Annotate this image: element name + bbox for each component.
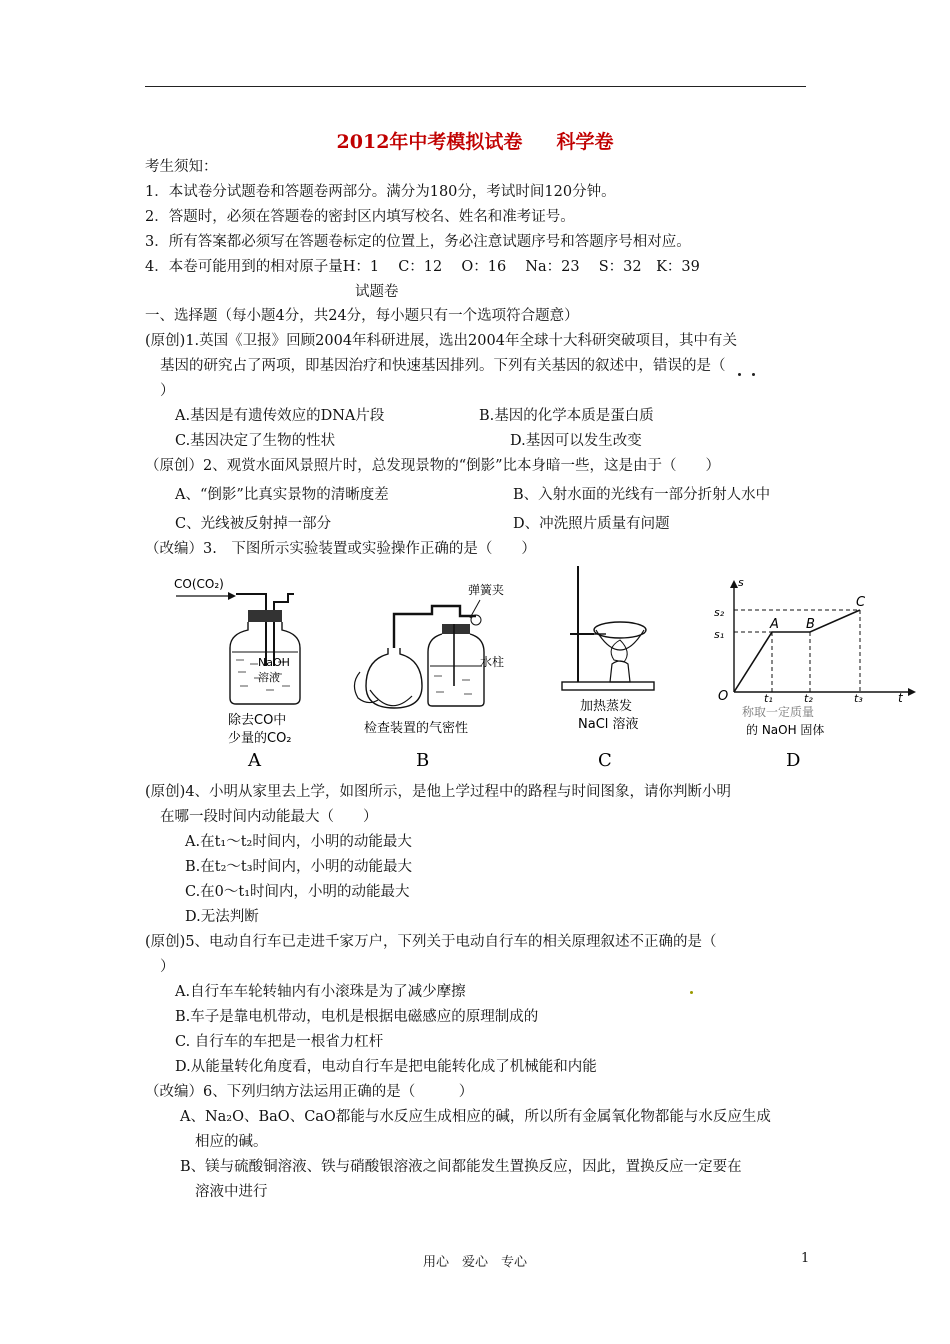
question-4-stem: 在哪一段时间内动能最大（ ） bbox=[160, 809, 378, 825]
option-b: B.车子是靠电机带动，电机是根据电磁感应的原理制成的 bbox=[175, 1009, 539, 1025]
option-a: A、“倒影”比真实景物的清晰度差 bbox=[175, 487, 389, 503]
question-1-stem: ） bbox=[160, 383, 175, 399]
option-a: A.在t₁～t₂时间内，小明的动能最大 bbox=[185, 834, 412, 850]
page-title: 2012年中考模拟试卷 科学卷 bbox=[336, 131, 614, 153]
figure-c-caption: 加热蒸发 bbox=[580, 699, 633, 714]
option-a-continued: 相应的碱。 bbox=[195, 1134, 268, 1150]
solution-label: 溶液 bbox=[258, 671, 280, 684]
question-5-stem: (原创)5、电动自行车已走进千家万户，下列关于电动自行车的相关原理叙述不正确的是（ bbox=[145, 934, 717, 950]
origin-label: O bbox=[718, 689, 729, 704]
option-d: D.无法判断 bbox=[185, 909, 259, 925]
axis-s-label: s bbox=[738, 576, 744, 589]
option-d: D.从能量转化角度看，电动自行车是把电能转化成了机械能和内能 bbox=[175, 1059, 597, 1075]
figure-a-letter: A bbox=[248, 750, 261, 771]
question-1-stem: 基因的研究占了两项，即基因治疗和快速基因排列。下列有关基因的叙述中，错误的是（ bbox=[160, 358, 726, 374]
option-a: A、Na₂O、BaO、CaO都能与水反应生成相应的碱，所以所有金属氧化物都能与水反应生成 bbox=[180, 1109, 771, 1125]
figure-b-letter: B bbox=[416, 750, 430, 771]
notice-item: 2．答题时，必须在答题卷的密封区内填写校名、姓名和准考证号。 bbox=[145, 209, 575, 225]
stray-mark bbox=[690, 991, 693, 994]
spring-clip-label: 弹簧夹 bbox=[468, 583, 505, 597]
emphasis-dot bbox=[738, 373, 741, 376]
header-rule bbox=[145, 86, 806, 87]
question-4-stem: (原创)4、小明从家里去上学，如图所示，是他上学过程中的路程与时间图象，请你判断小明 bbox=[145, 784, 732, 800]
figure-a-gas-washing-bottle bbox=[170, 568, 310, 773]
point-a-label: A bbox=[770, 617, 779, 632]
option-c: C.在0～t₁时间内，小明的动能最大 bbox=[185, 884, 410, 900]
figure-b-caption: 检查装置的气密性 bbox=[364, 721, 469, 736]
option-b: B.在t₂～t₃时间内，小明的动能最大 bbox=[185, 859, 413, 875]
axis-t-label: t bbox=[898, 691, 903, 705]
option-b: B、镁与硫酸铜溶液、铁与硝酸银溶液之间都能发生置换反应，因此，置换反应一定要在 bbox=[180, 1159, 742, 1175]
section-heading: 一、选择题（每小题4分，共24分，每小题只有一个选项符合题意） bbox=[145, 308, 579, 324]
option-d: D、冲洗照片质量有问题 bbox=[513, 516, 670, 532]
figure-c-caption: NaCl 溶液 bbox=[578, 717, 639, 732]
notice-item: 4．本卷可能用到的相对原子量H：1 C：12 O：16 Na：23 S：32 K：39 bbox=[145, 259, 700, 275]
figure-c-letter: C bbox=[598, 750, 612, 771]
figure-d-letter: D bbox=[786, 750, 801, 771]
gas-label: CO(CO₂) bbox=[174, 577, 224, 591]
emphasis-dot bbox=[752, 373, 755, 376]
t3-label: t₃ bbox=[854, 692, 863, 705]
s2-label: s₂ bbox=[714, 606, 725, 619]
option-b: B、入射水面的光线有一部分折射人水中 bbox=[513, 487, 771, 503]
figure-d-caption: 称取一定质量 bbox=[742, 705, 815, 719]
figure-a-caption: 少量的CO₂ bbox=[228, 731, 292, 746]
figure-a-caption: 除去CO中 bbox=[228, 713, 287, 728]
t2-label: t₂ bbox=[804, 692, 813, 705]
option-b: B.基因的化学本质是蛋白质 bbox=[479, 408, 654, 424]
point-c-label: C bbox=[856, 595, 866, 610]
figure-d-distance-time-graph bbox=[712, 568, 917, 773]
option-d: D.基因可以发生改变 bbox=[510, 433, 642, 449]
page-number: 1 bbox=[801, 1251, 810, 1266]
question-2-stem: （原创）2、观赏水面风景照片时，总发现景物的“倒影”比本身暗一些，这是由于（ ） bbox=[145, 458, 721, 474]
question-3-stem: （改编）3. 下图所示实验装置或实验操作正确的是（ ） bbox=[145, 541, 536, 557]
option-a: A.基因是有遗传效应的DNA片段 bbox=[175, 408, 385, 424]
water-column-label: 水柱 bbox=[480, 655, 505, 669]
notice-item: 1．本试卷分试题卷和答题卷两部分。满分为180分，考试时间120分钟。 bbox=[145, 184, 616, 200]
notice-item: 3．所有答案都必须写在答题卷标定的位置上，务必注意试题序号和答题序号相对应。 bbox=[145, 234, 691, 250]
figure-b-airtightness-check bbox=[350, 568, 525, 773]
s1-label: s₁ bbox=[714, 628, 725, 641]
page-footer: 用心 爱心 专心 bbox=[422, 1255, 527, 1270]
figure-c-evaporation bbox=[550, 560, 670, 773]
figure-d-caption: 的 NaOH 固体 bbox=[746, 723, 825, 737]
question-1-stem: (原创)1.英国《卫报》回顾2004年科研进展，选出2004年全球十大科研突破项目，其中有关 bbox=[145, 333, 737, 349]
paper-label: 试题卷 bbox=[355, 284, 399, 300]
question-5-stem: ） bbox=[160, 959, 175, 975]
option-b-continued: 溶液中进行 bbox=[195, 1184, 268, 1200]
option-a: A.自行车车轮转轴内有小滚珠是为了减少摩擦 bbox=[175, 984, 466, 1000]
t1-label: t₁ bbox=[764, 692, 773, 705]
naoh-label: NaOH bbox=[258, 656, 290, 669]
question-6-stem: （改编）6、下列归纳方法运用正确的是（ ） bbox=[145, 1084, 474, 1100]
option-c: C. 自行车的车把是一根省力杠杆 bbox=[175, 1034, 384, 1050]
option-c: C、光线被反射掉一部分 bbox=[175, 516, 332, 532]
point-b-label: B bbox=[806, 617, 815, 632]
notice-heading: 考生须知： bbox=[145, 159, 218, 175]
option-c: C.基因决定了生物的性状 bbox=[175, 433, 336, 449]
